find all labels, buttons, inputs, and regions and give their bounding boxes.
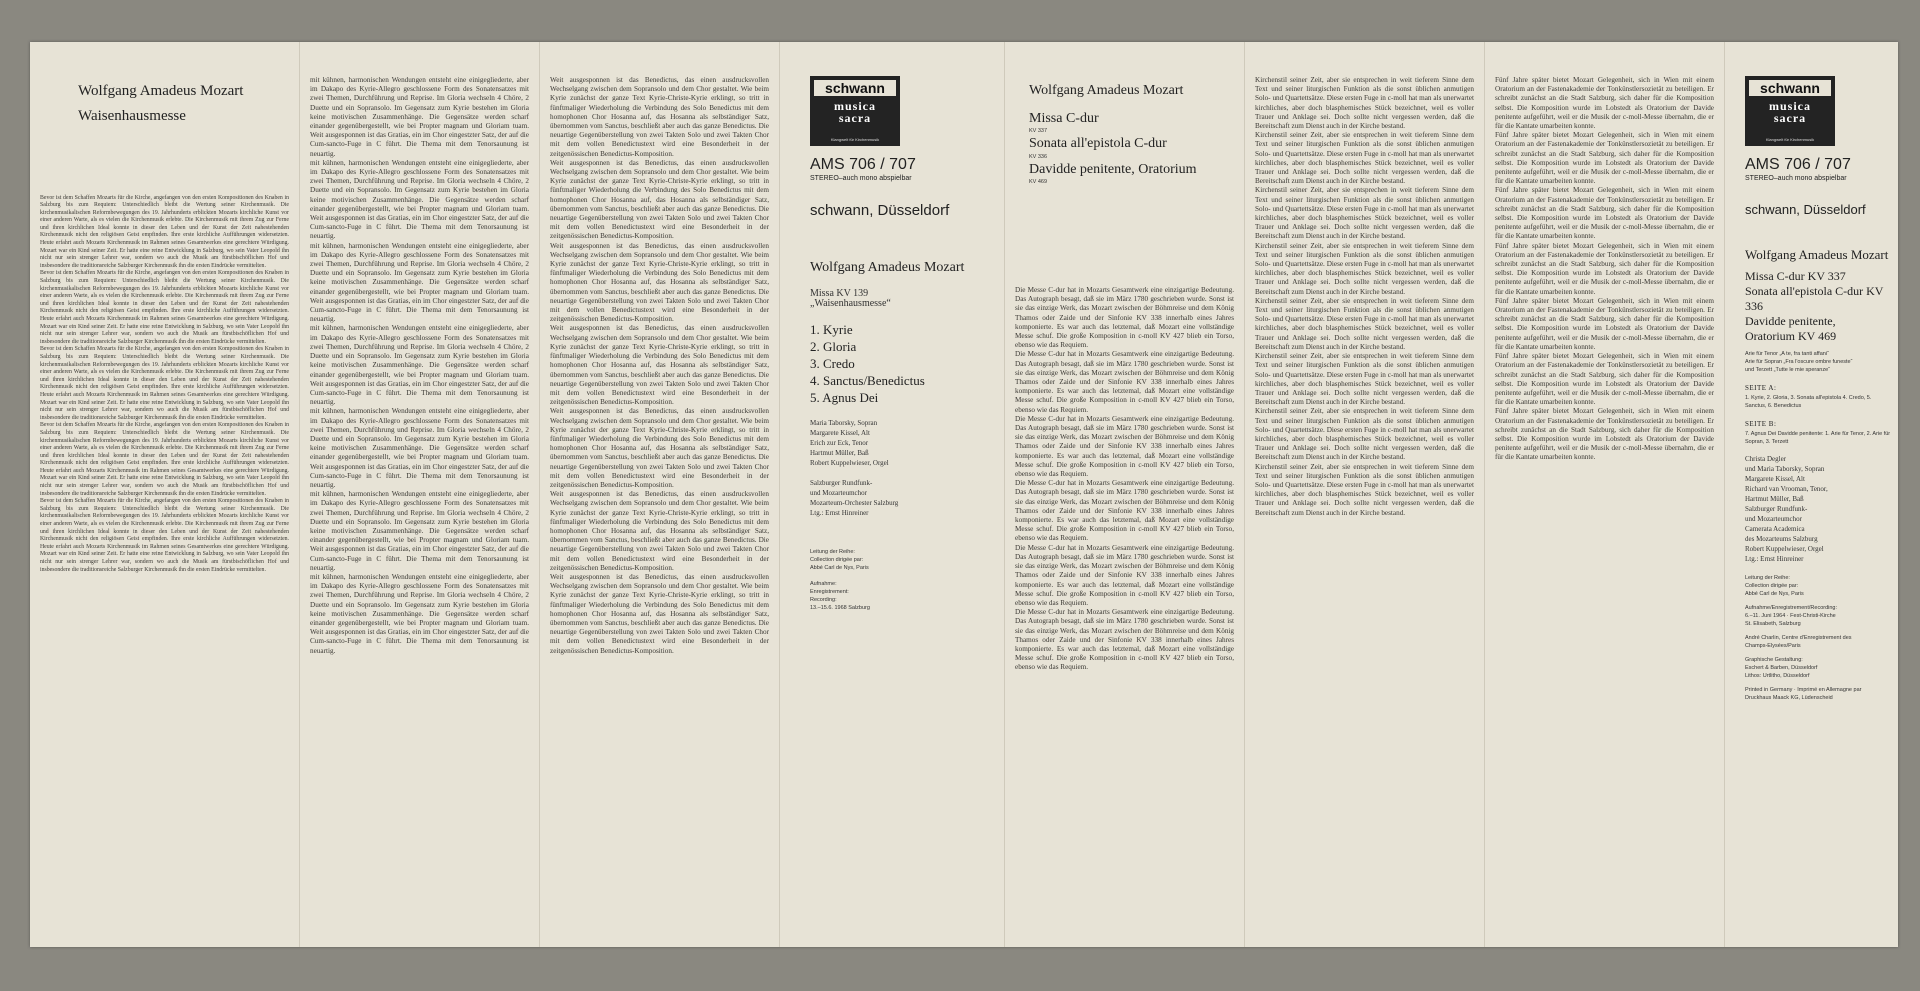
side-b-heading: SEITE B: bbox=[1745, 420, 1777, 429]
side-a-tracks: 1. Kyrie, 2. Gloria, 3. Sonata all'epistola 4. Credo, 5. Sanctus, 6. Benedictus bbox=[1745, 395, 1872, 410]
essay-text-repeat: mit kühnen, harmonischen Wendungen entsteht eine einigegliederte, aber im Dakapo des Kyrie-Allegro geschlossene Form des Sonatensatzes mit zwei Themen, Durchführung und Reprise. Im Gloria wechseln 4 Chöre, 2 Duette und ein Sopransolo. Im Gegensatz zum Kyrie bestehen im Gloria keine motivischen Zusammenhänge. Die Gegensätze werden scharf einander gegenübergestellt, wie bei Propter magnam und Gloriam tuam. Weit ausgesponnen ist das Gratias, ein im Chor eingestzter Satz, der auf die Cum-sancto-Fuge in C führt. Die Thema mit dem Tenorsaunung ist neuartig. bbox=[310, 572, 529, 655]
stereo-note: STEREO–auch mono abspielbar bbox=[810, 175, 912, 182]
credit-line: Abbé Carl de Nys, Paris bbox=[1745, 591, 1804, 598]
credit-line: Abbé Carl de Nys, Paris bbox=[810, 564, 869, 571]
schwann-logo: schwann musica sacra Klangwelt für Kirchenmusik bbox=[810, 76, 900, 146]
credit-line: 6.–11. Juni 1964 · Fest-Christi-Kirche bbox=[1745, 613, 1836, 620]
essay-text-repeat: Fünf Jahre später bietet Mozart Gelegenheit, sich in Wien mit einem Oratorium an der Fastenakademie der Tonkünstlersozietät zu beteiligen. Er schreibt zunächst an die Stadt Salzburg, sich daher für die Komposition selbst. Die Komposition wurde im Lobstedt als Oratorium der Davide penitente aufgeführt, weil er die Musik der c-moll-Messe übernahm, die er für die Kantate umarbeiten konnte. bbox=[1495, 352, 1714, 407]
text-column-2 bbox=[300, 42, 540, 947]
text-column-5 bbox=[1005, 42, 1245, 947]
essay-text-repeat: Weit ausgesponnen ist das Benedictus, das einen ausdrucksvollen Wechselgang zwischen dem Sopransolo und dem Chor gestaltet. Wie beim Kyrie zunächst der ganze Text Kyrie-Christe-Kyrie erklingt, so tritt in fünftmaliger Wiederholung die Verbindung des Solo Benedictus mit dem homophonen Chor Hosanna auf, das Hosanna als selbständiger Satz, übernommen vom Sanctus, beschließt aber auch das ganze Benedictus. Die neuartige Gegenüberstellung von zwei Takten Solo und zwei Takten Chor mit dem vollen Benedictustext wird eine Besonderheit in der zeitgenössischen Benedictus-Komposition. bbox=[550, 241, 769, 324]
essay-text-repeat: Kirchenstil seiner Zeit, aber sie entsprechen in weit tieferem Sinne dem Text und seiner liturgischen Funktion als die sonst üblichen anmutigen Solo- und Quartettsätze. Diese ersten Fuge in c-moll hat man als unerwartet kirchliches, aber doch blasphemisches Stück bezeichnet, weil es voller Trauer und Anklage sei. Doch sollte nicht vergessen werden, daß die Bereitschaft zum Dienst auch in der Kirche bestand. bbox=[1255, 352, 1474, 407]
essay-text-repeat: Kirchenstil seiner Zeit, aber sie entsprechen in weit tieferem Sinne dem Text und seiner liturgischen Funktion als die sonst üblichen anmutigen Solo- und Quartettsätze. Diese ersten Fuge in c-moll hat man als unerwartet kirchliches, aber doch blasphemisches Stück bezeichnet, weil es voller Trauer und Anklage sei. Doch sollte nicht vergessen werden, daß die Bereitschaft zum Dienst auch in der Kirche bestand. bbox=[1255, 296, 1474, 351]
ensemble-line: Mozarteum-Orchester Salzburg bbox=[810, 498, 899, 507]
essay-text-repeat: Fünf Jahre später bietet Mozart Gelegenheit, sich in Wien mit einem Oratorium an der Fastenakademie der Tonkünstlersozietät zu beteiligen. Er schreibt zunächst an die Stadt Salzburg, sich daher für die Komposition selbst. Die Komposition wurde im Lobstedt als Oratorium der Davide penitente aufgeführt, weil er die Musik der c-moll-Messe übernahm, die er für die Kantate umarbeiten konnte. bbox=[1495, 241, 1714, 296]
track-item: 4. Sanctus/Benedictus bbox=[810, 372, 925, 388]
credit-line: Aufnahme: bbox=[810, 580, 837, 587]
performer: Hartmut Müller, Baß bbox=[1745, 495, 1804, 504]
performer-list bbox=[1745, 454, 1892, 564]
essay-text-repeat: Die Messe C-dur hat in Mozarts Gesamtwerk eine einzigartige Bedeutung. Das Autograph besagt, daß sie im März 1780 geschrieben wurde. Sonst ist sie das einzige Werk, das Mozart zwischen der Böhmreise und dem König Thamos oder Zaide und der Sinfonie KV 338 innerhalb eines Jahres komponierte. Es war auch das letztemal, daß Mozart eine vollständige Messe schuf. Die große Komposition in c-moll KV 427 blieb ein Torso, ebenso wie das Requiem. bbox=[1015, 608, 1234, 672]
performer: Robert Kuppelwieser, Orgel bbox=[810, 458, 889, 467]
essay-text-repeat: Bevor ist dem Schaffen Mozarts für die Kirche, angefangen von den ersten Kompositionen des Knaben in Salzburg bis zum Requiem: Unterschiedlich bleibt die Wertung seiner Kirchenmusik. Die kirchenmusikalischen Reformbewegungen des 19. Jahrhunderts erblickten Mozarts kirchliche Kunst vor einer anderen Warte, als es vielen die Kirchenmusik erlebte. Die Kirchenmusik mit ihrem Zug zur Ferne und ihren kirchlichen Ideal konnte in dieser den Leben und der Kunst der Zeit nahestehenden Kirchenmusik nicht den religiösen Geist empfinden. Ihre erste kirchliche Aufführungen widersetzten. Heute erfahrt auch Mozarts Kirchenmusik im Rahmen seines Gesamtwerkes eine gerechtere Würdigung. Mozart war ein Kind seiner Zeit. Er hatte eine reine Entwicklung in Salzburg, wo sein Vater Leopold ihn nicht nur sein strenger Lehrer war, sondern wo auch die Musik am fürstbischöflichen Hof und insbesondere die traditionsreiche Salzburger Kirchenmusik ihn die ersten Eindrücke vermittelten. bbox=[40, 422, 291, 497]
credit-line: Lithos: Urtlitho, Düsseldorf bbox=[1745, 673, 1810, 680]
essay-text-repeat: Bevor ist dem Schaffen Mozarts für die Kirche, angefangen von den ersten Kompositionen des Knaben in Salzburg bis zum Requiem: Unterschiedlich bleibt die Wertung seiner Kirchenmusik. Die kirchenmusikalischen Reformbewegungen des 19. Jahrhunderts erblickten Mozarts kirchliche Kunst vor einer anderen Warte, als es vielen die Kirchenmusik erlebte. Die Kirchenmusik mit ihrem Zug zur Ferne und ihren kirchlichen Ideal konnte in dieser den Leben und der Kunst der Zeit nahestehenden Kirchenmusik nicht den religiösen Geist empfinden. Ihre erste kirchliche Aufführungen widersetzten. Heute erfahrt auch Mozarts Kirchenmusik im Rahmen seines Gesamtwerkes eine gerechtere Würdigung. Mozart war ein Kind seiner Zeit. Er hatte eine reine Entwicklung in Salzburg, wo sein Vater Leopold ihn nicht nur sein strenger Lehrer war, sondern wo auch die Musik am fürstbischöflichen Hof und insbesondere die traditionsreiche Salzburger Kirchenmusik ihn die ersten Eindrücke vermittelten. bbox=[40, 498, 291, 573]
credit-line: Eschert & Barben, Düsseldorf bbox=[1745, 665, 1818, 672]
credit-line: Recording: bbox=[810, 596, 837, 603]
performer: Margarete Kissel, Alt bbox=[810, 428, 870, 437]
essay-text-repeat: Kirchenstil seiner Zeit, aber sie entsprechen in weit tieferem Sinne dem Text und seiner liturgischen Funktion als die sonst üblichen anmutigen Solo- und Quartettsätze. Diese ersten Fuge in c-moll hat man als unerwartet kirchliches, aber doch blasphemisches Stück bezeichnet, weil es voller Trauer und Anklage sei. Doch sollte nicht vergessen werden, daß die Bereitschaft zum Dienst auch in der Kirche bestand. bbox=[1255, 462, 1474, 517]
work-kv: Missa KV 139 bbox=[810, 287, 869, 299]
text-column-1 bbox=[30, 42, 300, 947]
performer: des Mozarteums Salzburg bbox=[1745, 535, 1818, 544]
track-list bbox=[810, 321, 994, 406]
aria-list bbox=[1745, 350, 1892, 374]
cover-title: Davidde penitente, bbox=[1745, 314, 1836, 329]
essay-text-repeat: mit kühnen, harmonischen Wendungen entsteht eine einigegliederte, aber im Dakapo des Kyrie-Allegro geschlossene Form des Sonatensatzes mit zwei Themen, Durchführung und Reprise. Im Gloria wechseln 4 Chöre, 2 Duette und ein Sopransolo. Im Gegensatz zum Kyrie bestehen im Gloria keine motivischen Zusammenhänge. Die Gegensätze werden scharf einander gegenübergestellt, wie bei Propter magnam und Gloriam tuam. Weit ausgesponnen ist das Gratias, ein im Chor eingestzter Satz, der auf die Cum-sancto-Fuge in C führt. Die Thema mit dem Tenorsaunung ist neuartig. bbox=[310, 407, 529, 489]
essay-text-repeat: Kirchenstil seiner Zeit, aber sie entsprechen in weit tieferem Sinne dem Text und seiner liturgischen Funktion als die sonst üblichen anmutigen Solo- und Quartettsätze. Diese ersten Fuge in c-moll hat man als unerwartet kirchliches, aber doch blasphemisches Stück bezeichnet, weil es voller Trauer und Anklage sei. Doch sollte nicht vergessen werden, daß die Bereitschaft zum Dienst auch in der Kirche bestand. bbox=[1255, 407, 1474, 462]
credit-line: St. Elisabeth, Salzburg bbox=[1745, 621, 1801, 628]
credit-line: Collection dirigée par: bbox=[810, 556, 864, 563]
credit-line: Aufnahme/Enregistrement/Recording: bbox=[1745, 605, 1838, 612]
performer: Margarete Kissel, Alt bbox=[1745, 475, 1805, 484]
performer: Ltg.: Ernst Hinreiner bbox=[1745, 555, 1804, 564]
cover-panel-2 bbox=[1725, 42, 1898, 947]
center-composer: Wolfgang Amadeus Mozart bbox=[1029, 83, 1184, 98]
text-column-3 bbox=[540, 42, 780, 947]
essay-text-repeat: Kirchenstil seiner Zeit, aber sie entsprechen in weit tieferem Sinne dem Text und seiner liturgischen Funktion als die sonst üblichen anmutigen Solo- und Quartettsätze. Diese ersten Fuge in c-moll hat man als unerwartet kirchliches, aber doch blasphemisches Stück bezeichnet, weil es voller Trauer und Anklage sei. Doch sollte nicht vergessen werden, daß die Bereitschaft zum Dienst auch in der Kirche bestand. bbox=[1255, 186, 1474, 241]
center-kv: KV 469 bbox=[1029, 179, 1048, 185]
center-title: Sonata all'epistola C-dur bbox=[1029, 136, 1167, 151]
performer: Robert Kuppelwieser, Orgel bbox=[1745, 545, 1824, 554]
credit-line: Graphische Gestaltung: bbox=[1745, 657, 1803, 664]
performer-list bbox=[810, 418, 994, 468]
performer: Salzburger Rundfunk- bbox=[1745, 505, 1808, 514]
essay-text-repeat: mit kühnen, harmonischen Wendungen entsteht eine einigegliederte, aber im Dakapo des Kyrie-Allegro geschlossene Form des Sonatensatzes mit zwei Themen, Durchführung und Reprise. Im Gloria wechseln 4 Chöre, 2 Duette und ein Sopransolo. Im Gegensatz zum Kyrie bestehen im Gloria keine motivischen Zusammenhänge. Die Gegensätze werden scharf einander gegenübergestellt, wie bei Propter magnam und Gloriam tuam. Weit ausgesponnen ist das Gratias, ein im Chor eingestzter Satz, der auf die Cum-sancto-Fuge in C führt. Die Thema mit dem Tenorsaunung ist neuartig. bbox=[310, 324, 529, 407]
performer: Hartmut Müller, Baß bbox=[810, 448, 869, 457]
credit-line: André Charlin, Centre d'Enregistrement des bbox=[1745, 635, 1852, 642]
credit-line: Druckhaus Maack KG, Lüdenscheid bbox=[1745, 695, 1833, 702]
essay-text: Die Messe C-dur hat in Mozarts Gesamtwerk eine einzigartige Bedeutung. Das Autograph besagt, daß sie im März 1780 geschrieben wurde. Sonst ist sie das einzige Werk, das Mozart zwischen der Böhmreise und dem König Thamos oder Zaide und der Sinfonie KV 338 innerhalb eines Jahres komponierte. Es war auch das letztemal, daß Mozart eine vollständige Messe schuf. Die große Komposition in c-moll KV 427 blieb ein Torso, ebenso wie das Requiem. bbox=[1015, 286, 1234, 350]
essay-text: Bevor ist dem Schaffen Mozarts für die Kirche, angefangen von den ersten Kompositionen des Knaben in Salzburg bis zum Requiem: Unterschiedlich bleibt die Wertung seiner Kirchenmusik. Die kirchenmusikalischen Reformbewegungen des 19. Jahrhunderts erblickten Mozarts kirchliche Kunst vor einer anderen Warte, als es vielen die Kirchenmusik erlebte. Die Kirchenmusik mit ihrem Zug zur Ferne und ihren kirchlichen Ideal konnte in dieser den Leben und der Kunst der Zeit nahestehenden Kirchenmusik nicht den religiösen Geist empfinden. Ihre erste kirchliche Aufführungen widersetzten. Heute erfahrt auch Mozarts Kirchenmusik im Rahmen seines Gesamtwerkes eine gerechtere Würdigung. Mozart war ein Kind seiner Zeit. Er hatte eine reine Entwicklung in Salzburg, wo sein Vater Leopold ihn nicht nur sein strenger Lehrer war, sondern wo auch die Musik am fürstbischöflichen Hof und insbesondere die traditionsreiche Salzburger Kirchenmusik ihn die ersten Eindrücke vermittelten. bbox=[40, 194, 291, 269]
credit-line: Leitung der Reihe: bbox=[810, 548, 855, 555]
center-title: Davidde penitente, Oratorium bbox=[1029, 161, 1197, 177]
credit-line: 13.–15.6. 1968 Salzburg bbox=[810, 604, 870, 611]
schwann-logo: schwann musica sacra Klangwelt für Kirchenmusik bbox=[1745, 76, 1835, 146]
work-title: „Waisenhausmesse“ bbox=[810, 297, 891, 309]
essay-text: Weit ausgesponnen ist das Benedictus, das einen ausdrucksvollen Wechselgang zwischen dem Sopransolo und dem Chor gestaltet. Wie beim Kyrie zunächst der ganze Text Kyrie-Christe-Kyrie erklingt, so tritt in fünftmaliger Wiederholung die Verbindung des Solo Benedictus mit dem homophonen Chor Hosanna auf, das Hosanna als selbständiger Satz, übernommen vom Sanctus, beschließt aber auch das ganze Benedictus. Die neuartige Gegenüberstellung von zwei Takten Solo und zwei Takten Chor mit dem vollen Benedictustext wird eine Besonderheit in der zeitgenössischen Benedictus-Komposition. bbox=[550, 76, 769, 158]
center-kv: KV 336 bbox=[1029, 153, 1048, 160]
cover-composer: Wolfgang Amadeus Mozart bbox=[810, 260, 965, 275]
publisher: schwann, Düsseldorf bbox=[810, 202, 950, 219]
credit-spacer bbox=[810, 572, 994, 580]
aria-line: Arie für Sopran „Fra l'oscure ombre funeste“ bbox=[1745, 359, 1853, 366]
essay-text-repeat: Weit ausgesponnen ist das Benedictus, das einen ausdrucksvollen Wechselgang zwischen dem Sopransolo und dem Chor gestaltet. Wie beim Kyrie zunächst der ganze Text Kyrie-Christe-Kyrie erklingt, so tritt in fünftmaliger Wiederholung die Verbindung des Solo Benedictus mit dem homophonen Chor Hosanna auf, das Hosanna als selbständiger Satz, übernommen vom Sanctus, beschließt aber auch das ganze Benedictus. Die neuartige Gegenüberstellung von zwei Takten Solo und zwei Takten Chor mit dem vollen Benedictustext wird eine Besonderheit in der zeitgenössischen Benedictus-Komposition. bbox=[550, 324, 769, 407]
track-item: 5. Agnus Dei bbox=[810, 389, 879, 405]
essay-text-repeat: mit kühnen, harmonischen Wendungen entsteht eine einigegliederte, aber im Dakapo des Kyrie-Allegro geschlossene Form des Sonatensatzes mit zwei Themen, Durchführung und Reprise. Im Gloria wechseln 4 Chöre, 2 Duette und ein Sopransolo. Im Gegensatz zum Kyrie bestehen im Gloria keine motivischen Zusammenhänge. Die Gegensätze werden scharf einander gegenübergestellt, wie bei Propter magnam und Gloriam tuam. Weit ausgesponnen ist das Gratias, ein im Chor eingestzter Satz, der auf die Cum-sancto-Fuge in C führt. Die Thema mit dem Tenorsaunung ist neuartig. bbox=[310, 241, 529, 324]
credit-line: Collection dirigée par: bbox=[1745, 583, 1799, 590]
credits bbox=[1745, 574, 1892, 702]
center-title: Missa C-dur bbox=[1029, 110, 1099, 126]
center-kv: KV 337 bbox=[1029, 128, 1048, 134]
essay-text-repeat: Die Messe C-dur hat in Mozarts Gesamtwerk eine einzigartige Bedeutung. Das Autograph besagt, daß sie im März 1780 geschrieben wurde. Sonst ist sie das einzige Werk, das Mozart zwischen der Böhmreise und dem König Thamos oder Zaide und der Sinfonie KV 338 innerhalb eines Jahres komponierte. Es war auch das letztemal, daß Mozart eine vollständige Messe schuf. Die große Komposition in c-moll KV 427 blieb ein Torso, ebenso wie das Requiem. bbox=[1015, 543, 1234, 607]
side-a-heading: SEITE A: bbox=[1745, 384, 1777, 393]
essay-text-repeat: Fünf Jahre später bietet Mozart Gelegenheit, sich in Wien mit einem Oratorium an der Fastenakademie der Tonkünstlersozietät zu beteiligen. Er schreibt zunächst an die Stadt Salzburg, sich daher für die Komposition selbst. Die Komposition wurde im Lobstedt als Oratorium der Davide penitente aufgeführt, weil er die Musik der c-moll-Messe übernahm, die er für die Kantate umarbeiten konnte. bbox=[1495, 296, 1714, 351]
stereo-note: STEREO–auch mono abspielbar bbox=[1745, 175, 1847, 182]
cover-title: Oratorium KV 469 bbox=[1745, 329, 1837, 344]
essay-text-repeat: mit kühnen, harmonischen Wendungen entsteht eine einigegliederte, aber im Dakapo des Kyrie-Allegro geschlossene Form des Sonatensatzes mit zwei Themen, Durchführung und Reprise. Im Gloria wechseln 4 Chöre, 2 Duette und ein Sopransolo. Im Gegensatz zum Kyrie bestehen im Gloria keine motivischen Zusammenhänge. Die Gegensätze werden scharf einander gegenübergestellt, wie bei Propter magnam und Gloriam tuam. Weit ausgesponnen ist das Gratias, ein im Chor eingestzter Satz, der auf die Cum-sancto-Fuge in C führt. Die Thema mit dem Tenorsaunung ist neuartig. bbox=[310, 490, 529, 572]
essay-text-repeat: Kirchenstil seiner Zeit, aber sie entsprechen in weit tieferem Sinne dem Text und seiner liturgischen Funktion als die sonst üblichen anmutigen Solo- und Quartettsätze. Diese ersten Fuge in c-moll hat man als unerwartet kirchliches, aber doch blasphemisches Stück bezeichnet, weil es voller Trauer und Anklage sei. Doch sollte nicht vergessen werden, daß die Bereitschaft zum Dienst auch in der Kirche bestand. bbox=[1255, 241, 1474, 296]
side-b-tracks: 7. Agnus Dei Davidde penitente: 1. Arie für Tenor, 2. Arie für Sopran, 3. Terzett bbox=[1745, 431, 1891, 446]
essay-text-repeat: Die Messe C-dur hat in Mozarts Gesamtwerk eine einzigartige Bedeutung. Das Autograph besagt, daß sie im März 1780 geschrieben wurde. Sonst ist sie das einzige Werk, das Mozart zwischen der Böhmreise und dem König Thamos oder Zaide und der Sinfonie KV 338 innerhalb eines Jahres komponierte. Es war auch das letztemal, daß Mozart eine vollständige Messe schuf. Die große Komposition in c-moll KV 427 blieb ein Torso, ebenso wie das Requiem. bbox=[1015, 350, 1234, 414]
work-heading: Waisenhausmesse bbox=[78, 107, 186, 124]
credit-line: Enregistrement: bbox=[810, 588, 849, 595]
ensemble-line: Salzburger Rundfunk- bbox=[810, 478, 873, 487]
essay-text-repeat: Die Messe C-dur hat in Mozarts Gesamtwerk eine einzigartige Bedeutung. Das Autograph besagt, daß sie im März 1780 geschrieben wurde. Sonst ist sie das einzige Werk, das Mozart zwischen der Böhmreise und dem König Thamos oder Zaide und der Sinfonie KV 338 innerhalb eines Jahres komponierte. Es war auch das letztemal, daß Mozart eine vollständige Messe schuf. Die große Komposition in c-moll KV 427 blieb ein Torso, ebenso wie das Requiem. bbox=[1015, 479, 1234, 543]
performer: und Maria Taborsky, Sopran bbox=[1745, 465, 1825, 474]
essay-text-repeat: Weit ausgesponnen ist das Benedictus, das einen ausdrucksvollen Wechselgang zwischen dem Sopransolo und dem Chor gestaltet. Wie beim Kyrie zunächst der ganze Text Kyrie-Christe-Kyrie erklingt, so tritt in fünftmaliger Wiederholung die Verbindung des Solo Benedictus mit dem homophonen Chor Hosanna auf, das Hosanna als selbständiger Satz, übernommen vom Sanctus, beschließt aber auch das ganze Benedictus. Die neuartige Gegenüberstellung von zwei Takten Solo und zwei Takten Chor mit dem vollen Benedictustext wird eine Besonderheit in der zeitgenössischen Benedictus-Komposition. bbox=[550, 490, 769, 572]
catalog-number: AMS 706 / 707 bbox=[810, 156, 916, 173]
ensemble-line: und Mozarteumchor bbox=[810, 488, 867, 497]
essay-text: Kirchenstil seiner Zeit, aber sie entsprechen in weit tieferem Sinne dem Text und seiner liturgischen Funktion als die sonst üblichen anmutigen Solo- und Quartettsätze. Diese ersten Fuge in c-moll hat man als unerwartet kirchliches, aber doch blasphemisches Stück bezeichnet, weil es voller Trauer und Anklage sei. Doch sollte nicht vergessen werden, daß die Bereitschaft zum Dienst auch in der Kirche bestand. bbox=[1255, 76, 1474, 131]
essay-text-repeat: Bevor ist dem Schaffen Mozarts für die Kirche, angefangen von den ersten Kompositionen des Knaben in Salzburg bis zum Requiem: Unterschiedlich bleibt die Wertung seiner Kirchenmusik. Die kirchenmusikalischen Reformbewegungen des 19. Jahrhunderts erblickten Mozarts kirchliche Kunst vor einer anderen Warte, als es vielen die Kirchenmusik erlebte. Die Kirchenmusik mit ihrem Zug zur Ferne und ihren kirchlichen Ideal konnte in dieser den Leben und der Kunst der Zeit nahestehenden Kirchenmusik nicht den religiösen Geist empfinden. Ihre erste kirchliche Aufführungen widersetzten. Heute erfahrt auch Mozarts Kirchenmusik im Rahmen seines Gesamtwerkes eine gerechtere Würdigung. Mozart war ein Kind seiner Zeit. Er hatte eine reine Entwicklung in Salzburg, wo sein Vater Leopold ihn nicht nur sein strenger Lehrer war, sondern wo auch die Musik am fürstbischöflichen Hof und insbesondere die traditionsreiche Salzburger Kirchenmusik ihn die ersten Eindrücke vermittelten. bbox=[40, 270, 291, 345]
essay-text-repeat: Weit ausgesponnen ist das Benedictus, das einen ausdrucksvollen Wechselgang zwischen dem Sopransolo und dem Chor gestaltet. Wie beim Kyrie zunächst der ganze Text Kyrie-Christe-Kyrie erklingt, so tritt in fünftmaliger Wiederholung die Verbindung des Solo Benedictus mit dem homophonen Chor Hosanna auf, das Hosanna als selbständiger Satz, übernommen vom Sanctus, beschließt aber auch das ganze Benedictus. Die neuartige Gegenüberstellung von zwei Takten Solo und zwei Takten Chor mit dem vollen Benedictustext wird eine Besonderheit in der zeitgenössischen Benedictus-Komposition. bbox=[550, 407, 769, 489]
cover-composer: Wolfgang Amadeus Mozart bbox=[1745, 247, 1889, 262]
essay-text: mit kühnen, harmonischen Wendungen entsteht eine einigegliederte, aber im Dakapo des Kyrie-Allegro geschlossene Form des Sonatensatzes mit zwei Themen, Durchführung und Reprise. Im Gloria wechseln 4 Chöre, 2 Duette und ein Sopransolo. Im Gegensatz zum Kyrie bestehen im Gloria keine motivischen Zusammenhänge. Die Gegensätze werden scharf einander gegenübergestellt, wie bei Propter magnam und Gloriam tuam. Weit ausgesponnen ist das Gratias, ein im Chor eingestzter Satz, der auf die Cum-sancto-Fuge in C führt. Die Thema mit dem Tenorsaunung ist neuartig. bbox=[310, 76, 529, 158]
ensemble-list bbox=[810, 478, 994, 518]
credit-line: Leitung der Reihe: bbox=[1745, 575, 1790, 582]
track-item: 1. Kyrie bbox=[810, 321, 853, 337]
essay-text-repeat: Fünf Jahre später bietet Mozart Gelegenheit, sich in Wien mit einem Oratorium an der Fastenakademie der Tonkünstlersozietät zu beteiligen. Er schreibt zunächst an die Stadt Salzburg, sich daher für die Komposition selbst. Die Komposition wurde im Lobstedt als Oratorium der Davide penitente aufgeführt, weil er die Musik der c-moll-Messe übernahm, die er für die Kantate umarbeiten konnte. bbox=[1495, 407, 1714, 462]
performer: Richard van Vrooman, Tenor, bbox=[1745, 485, 1828, 494]
essay-text-repeat: Weit ausgesponnen ist das Benedictus, das einen ausdrucksvollen Wechselgang zwischen dem Sopransolo und dem Chor gestaltet. Wie beim Kyrie zunächst der ganze Text Kyrie-Christe-Kyrie erklingt, so tritt in fünftmaliger Wiederholung die Verbindung des Solo Benedictus mit dem homophonen Chor Hosanna auf, das Hosanna als selbständiger Satz, übernommen vom Sanctus, beschließt aber auch das ganze Benedictus. Die neuartige Gegenüberstellung von zwei Takten Solo und zwei Takten Chor mit dem vollen Benedictustext wird eine Besonderheit in der zeitgenössischen Benedictus-Komposition. bbox=[550, 158, 769, 241]
credits bbox=[810, 548, 994, 612]
credit-line: Champs-Elysées/Paris bbox=[1745, 643, 1801, 650]
essay-text-repeat: Weit ausgesponnen ist das Benedictus, das einen ausdrucksvollen Wechselgang zwischen dem Sopransolo und dem Chor gestaltet. Wie beim Kyrie zunächst der ganze Text Kyrie-Christe-Kyrie erklingt, so tritt in fünftmaliger Wiederholung die Verbindung des Solo Benedictus mit dem homophonen Chor Hosanna auf, das Hosanna als selbständiger Satz, übernommen vom Sanctus, beschließt aber auch das ganze Benedictus. Die neuartige Gegenüberstellung von zwei Takten Solo und zwei Takten Chor mit dem vollen Benedictustext wird eine Besonderheit in der zeitgenössischen Benedictus-Komposition. bbox=[550, 572, 769, 655]
ensemble-line: Ltg.: Ernst Hinreiner bbox=[810, 508, 869, 517]
performer: Camerata Academica bbox=[1745, 525, 1805, 534]
performer: Maria Taborsky, Sopran bbox=[810, 418, 878, 427]
composer-heading: Wolfgang Amadeus Mozart bbox=[78, 83, 244, 99]
essay-text: Fünf Jahre später bietet Mozart Gelegenheit, sich in Wien mit einem Oratorium an der Fastenakademie der Tonkünstlersozietät zu beteiligen. Er schreibt zunächst an die Stadt Salzburg, sich daher für die Komposition selbst. Die Komposition wurde im Lobstedt als Oratorium der Davide penitente aufgeführt, weil er die Musik der c-moll-Messe übernahm, die er für die Kantate umarbeiten konnte. bbox=[1495, 76, 1714, 131]
performer: Christa Degler bbox=[1745, 455, 1787, 464]
aria-line: und Terzett „Tutte le mie speranze“ bbox=[1745, 367, 1830, 374]
essay-text-repeat: Bevor ist dem Schaffen Mozarts für die Kirche, angefangen von den ersten Kompositionen des Knaben in Salzburg bis zum Requiem: Unterschiedlich bleibt die Wertung seiner Kirchenmusik. Die kirchenmusikalischen Reformbewegungen des 19. Jahrhunderts erblickten Mozarts kirchliche Kunst vor einer anderen Warte, als es vielen die Kirchenmusik erlebte. Die Kirchenmusik mit ihrem Zug zur Ferne und ihren kirchlichen Ideal konnte in dieser den Leben und der Kunst der Zeit nahestehenden Kirchenmusik nicht den religiösen Geist empfinden. Ihre erste kirchliche Aufführungen widersetzten. Heute erfahrt auch Mozarts Kirchenmusik im Rahmen seines Gesamtwerkes eine gerechtere Würdigung. Mozart war ein Kind seiner Zeit. Er hatte eine reine Entwicklung in Salzburg, wo sein Vater Leopold ihn nicht nur sein strenger Lehrer war, sondern wo auch die Musik am fürstbischöflichen Hof und insbesondere die traditionsreiche Salzburger Kirchenmusik ihn die ersten Eindrücke vermittelten. bbox=[40, 346, 291, 421]
performer: Erich zur Eck, Tenor bbox=[810, 438, 869, 447]
track-item: 2. Gloria bbox=[810, 338, 857, 354]
text-column-7 bbox=[1485, 42, 1725, 947]
cover-panel-1 bbox=[780, 42, 1005, 947]
catalog-number: AMS 706 / 707 bbox=[1745, 156, 1851, 173]
track-item: 3. Credo bbox=[810, 355, 855, 371]
album-booklet-sheet bbox=[30, 42, 1898, 947]
credit-line: Printed in Germany · Imprimé en Allemagne par bbox=[1745, 687, 1862, 694]
essay-text-repeat: Die Messe C-dur hat in Mozarts Gesamtwerk eine einzigartige Bedeutung. Das Autograph besagt, daß sie im März 1780 geschrieben wurde. Sonst ist sie das einzige Werk, das Mozart zwischen der Böhmreise und dem König Thamos oder Zaide und der Sinfonie KV 338 innerhalb eines Jahres komponierte. Es war auch das letztemal, daß Mozart eine vollständige Messe schuf. Die große Komposition in c-moll KV 427 blieb ein Torso, ebenso wie das Requiem. bbox=[1015, 414, 1234, 479]
cover-title: Missa C-dur KV 337 bbox=[1745, 269, 1846, 284]
essay-text-repeat: Fünf Jahre später bietet Mozart Gelegenheit, sich in Wien mit einem Oratorium an der Fastenakademie der Tonkünstlersozietät zu beteiligen. Er schreibt zunächst an die Stadt Salzburg, sich daher für die Komposition selbst. Die Komposition wurde im Lobstedt als Oratorium der Davide penitente aufgeführt, weil er die Musik der c-moll-Messe übernahm, die er für die Kantate umarbeiten konnte. bbox=[1495, 131, 1714, 186]
aria-line: Arie für Tenor „A te, fra tanti affani“ bbox=[1745, 351, 1829, 358]
publisher: schwann, Düsseldorf bbox=[1745, 202, 1866, 217]
performer: und Mozarteumchor bbox=[1745, 515, 1802, 524]
cover-title: Sonata all'epistola C-dur KV 336 bbox=[1745, 284, 1884, 314]
essay-text-repeat: mit kühnen, harmonischen Wendungen entsteht eine einigegliederte, aber im Dakapo des Kyrie-Allegro geschlossene Form des Sonatensatzes mit zwei Themen, Durchführung und Reprise. Im Gloria wechseln 4 Chöre, 2 Duette und ein Sopransolo. Im Gegensatz zum Kyrie bestehen im Gloria keine motivischen Zusammenhänge. Die Gegensätze werden scharf einander gegenübergestellt, wie bei Propter magnam und Gloriam tuam. Weit ausgesponnen ist das Gratias, ein im Chor eingestzter Satz, der auf die Cum-sancto-Fuge in C führt. Die Thema mit dem Tenorsaunung ist neuartig. bbox=[310, 158, 529, 241]
essay-text-repeat: Kirchenstil seiner Zeit, aber sie entsprechen in weit tieferem Sinne dem Text und seiner liturgischen Funktion als die sonst üblichen anmutigen Solo- und Quartettsätze. Diese ersten Fuge in c-moll hat man als unerwartet kirchliches, aber doch blasphemisches Stück bezeichnet, weil es voller Trauer und Anklage sei. Doch sollte nicht vergessen werden, daß die Bereitschaft zum Dienst auch in der Kirche bestand. bbox=[1255, 131, 1474, 186]
essay-text-repeat: Fünf Jahre später bietet Mozart Gelegenheit, sich in Wien mit einem Oratorium an der Fastenakademie der Tonkünstlersozietät zu beteiligen. Er schreibt zunächst an die Stadt Salzburg, sich daher für die Komposition selbst. Die Komposition wurde im Lobstedt als Oratorium der Davide penitente aufgeführt, weil er die Musik der c-moll-Messe übernahm, die er für die Kantate umarbeiten konnte. bbox=[1495, 186, 1714, 241]
text-column-6 bbox=[1245, 42, 1485, 947]
